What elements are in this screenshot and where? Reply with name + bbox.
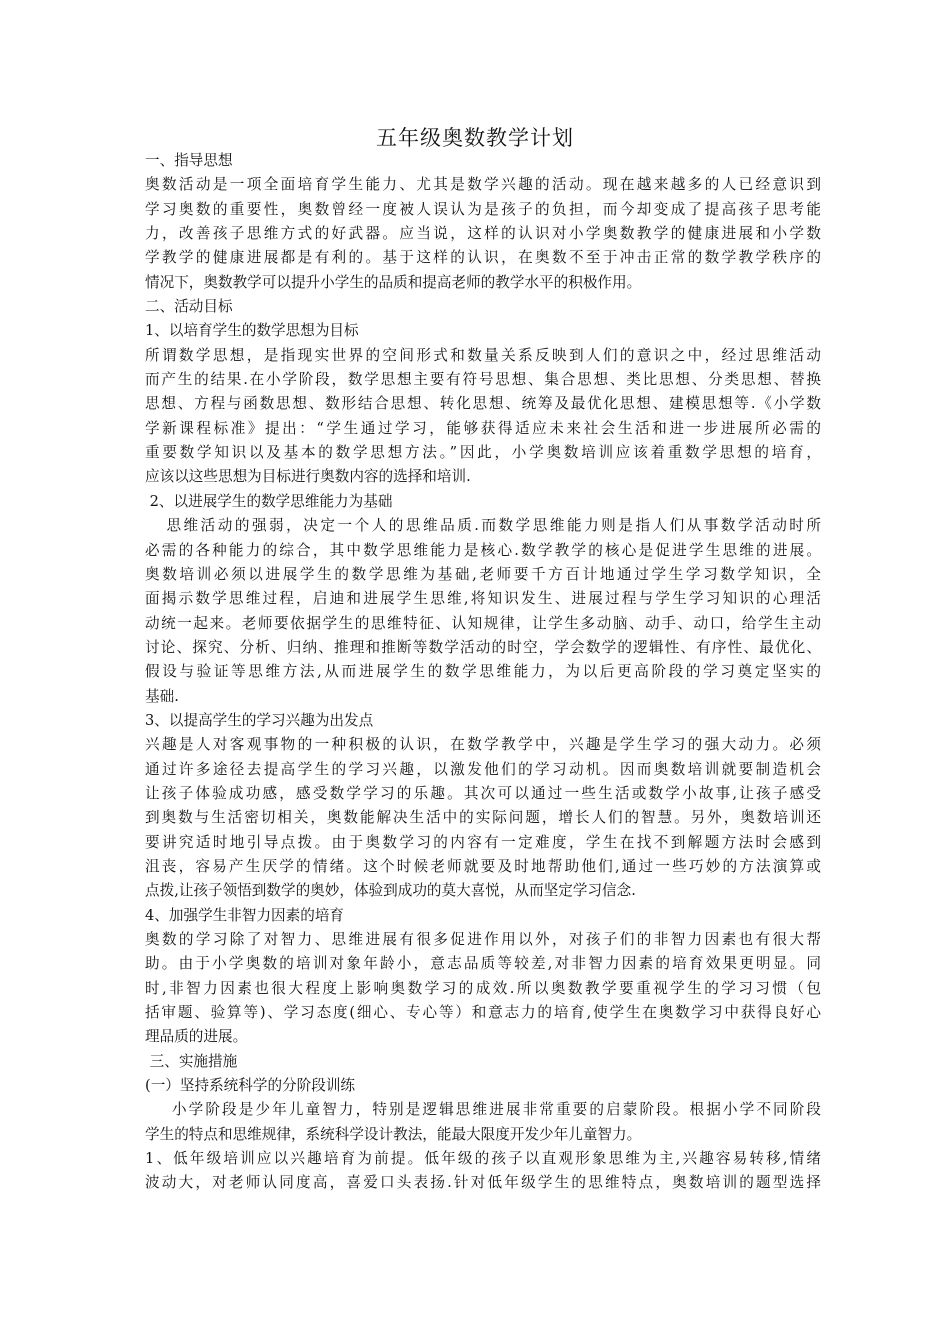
text-line: 重要数学知识以及基本的数学思想方法。”因此，小学奥数培训应该着重数学思想的培育，: [145, 444, 821, 462]
text-line: 2、以进展学生的数学思维能力为基础: [145, 492, 393, 510]
text-line: 3、以提高学生的学习兴趣为出发点: [145, 711, 374, 729]
text-line: 假设与验证等思维方法,从而进展学生的数学思维能力，为以后更高阶段的学习奠定坚实的: [145, 663, 821, 681]
document-title: 五年级奥数教学计划: [376, 126, 574, 150]
text-line: 而产生的结果.在小学阶段，数学思想主要有符号思想、集合思想、类比思想、分类思想、替换: [145, 371, 821, 389]
text-line: 到奥数与生活密切相关，奥数能解决生活中的实际问题，增长人们的智慧。另外，奥数培训还: [145, 809, 821, 827]
text-line: 力，改善孩子思维方式的好武器。应当说，这样的认识对小学奥数教学的健康进展和小学数: [145, 225, 821, 243]
text-line: 应该以这些思想为目标进行奥数内容的选择和培训.: [145, 468, 471, 486]
text-line: 1、低年级培训应以兴趣培育为前提。低年级的孩子以直观形象思维为主,兴趣容易转移,情绪: [145, 1150, 821, 1168]
text-line: 沮丧，容易产生厌学的情绪。这个时候老师就要及时地帮助他们,通过一些巧妙的方法演算或: [145, 857, 821, 875]
text-line: 奥数活动是一项全面培育学生能力、尤其是数学兴趣的活动。现在越来越多的人已经意识到: [145, 176, 821, 194]
text-line: 理品质的进展。: [145, 1028, 248, 1046]
text-line: 一、指导思想: [145, 152, 233, 169]
text-line: 动统一起来。老师要依据学生的思维特征、认知规律，让学生多动脑、动手、动口，给学生主动: [145, 614, 821, 632]
text-line: 时,非智力因素也很大程度上影响奥数学习的成效.所以奥数教学要重视学生的学习习惯（包: [145, 979, 821, 997]
text-line: 面揭示数学思维过程，启迪和进展学生思维,将知识发生、进展过程与学生学习知识的心理活: [145, 590, 821, 608]
text-line: 要讲究适时地引导点拨。由于奥数学习的内容有一定难度，学生在找不到解题方法时会感到: [145, 833, 821, 851]
text-line: 思想、方程与函数思想、数形结合思想、转化思想、统筹及最优化思想、建模思想等.《小学数: [145, 395, 821, 413]
text-line: (一）坚持系统科学的分阶段训练: [145, 1077, 356, 1095]
text-line: 4、加强学生非智力因素的培育: [145, 906, 345, 924]
text-line: 奥数培训必须以进展学生的数学思维为基础,老师要千方百计地通过学生学习数学知识，全: [145, 565, 821, 583]
text-line: 点拨,让孩子领悟到数学的奥妙，体验到成功的莫大喜悦，从而坚定学习信念.: [145, 882, 636, 900]
text-line: 三、实施措施: [145, 1052, 238, 1070]
text-line: 所谓数学思想，是指现实世界的空间形式和数量关系反映到人们的意识之中，经过思维活动: [145, 346, 821, 364]
text-line: 学习奥数的重要性，奥数曾经一度被人误认为是孩子的负担，而今却变成了提高孩子思考能: [145, 200, 821, 218]
text-line: 学生的特点和思维规律，系统科学设计教法，能最大限度开发少年儿童智力。: [145, 1125, 642, 1143]
text-line: 让孩子体验成功感，感受数学学习的乐趣。其次可以通过一些生活或数学小故事,让孩子感受: [145, 784, 821, 802]
text-line: 基础.: [145, 687, 179, 705]
document-body: [145, 149, 821, 1196]
text-line: 奥数的学习除了对智力、思维进展有很多促进作用以外，对孩子们的非智力因素也有很大帮: [145, 931, 821, 948]
text-line: 情况下，奥数教学可以提升小学生的品质和提高老师的教学水平的积极作用。: [145, 273, 642, 291]
text-line: 讨论、探究、分析、归纳、推理和推断等数学活动的时空，学会数学的逻辑性、有序性、最优化、: [145, 638, 821, 656]
text-line: 小学阶段是少年儿童智力，特别是逻辑思维进展非常重要的启蒙阶段。根据小学不同阶段: [145, 1101, 821, 1119]
text-line: 学新课程标准》提出：“学生通过学习，能够获得适应未来社会生活和进一步进展所必需的: [145, 419, 821, 437]
text-line: 通过许多途径去提高学生的学习兴趣，以激发他们的学习动机。因而奥数培训就要制造机会: [145, 760, 821, 778]
text-line: 必需的各种能力的综合，其中数学思维能力是核心.数学教学的核心是促进学生思维的进展。: [145, 541, 821, 559]
text-line: 兴趣是人对客观事物的一种积极的认识，在数学教学中，兴趣是学生学习的强大动力。必须: [145, 736, 821, 754]
text-line: 助。由于小学奥数的培训对象年龄小，意志品质等较差,对非智力因素的培育效果更明显。同: [145, 955, 821, 973]
text-line: 括审题、验算等)、学习态度(细心、专心等）和意志力的培育,使学生在奥数学习中获得良好心: [145, 1004, 821, 1022]
text-line: 思维活动的强弱，决定一个人的思维品质.而数学思维能力则是指人们从事数学活动时所: [145, 517, 821, 535]
text-line: 学教学的健康进展都是有利的。基于这样的认识，在奥数不至于冲击正常的数学教学秩序的: [145, 249, 821, 267]
text-line: 1、以培育学生的数学思想为目标: [145, 322, 359, 340]
text-line: 二、活动目标: [145, 298, 233, 316]
text-line: 波动大，对老师认同度高，喜爱口头表扬.针对低年级学生的思维特点，奥数培训的题型选择: [145, 1174, 821, 1192]
